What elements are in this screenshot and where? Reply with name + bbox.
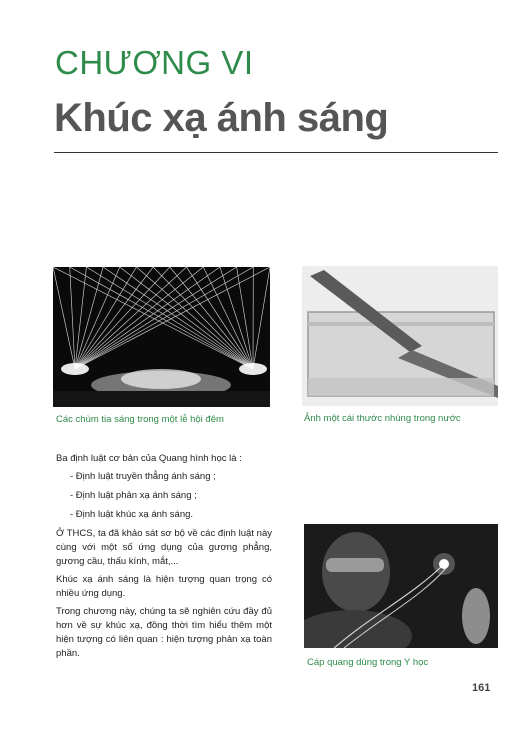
title-rule: [54, 152, 498, 153]
caption-light-beams: Các chùm tia sáng trong một lễ hội đêm: [56, 414, 224, 425]
chapter-title: Khúc xạ ánh sáng: [54, 96, 389, 140]
list-item: - Định luật phản xạ ánh sáng ;: [70, 490, 197, 501]
caption-ruler-in-water: Ảnh một cái thước nhúng trong nước: [304, 413, 461, 424]
photo-optical-fiber: [304, 524, 498, 648]
paragraph: Trong chương này, chúng ta sẽ nghiên cứu đầy đủ hơn về sự khúc xạ, đồng thời tìm hiểu thêm một hiện tượng có liên quan : hiện tượng phản xạ toàn phần.: [56, 606, 272, 659]
laws-list: [56, 470, 272, 522]
photo-light-beams: [53, 267, 270, 407]
photo-ruler-in-water: [302, 266, 498, 406]
list-item: - Định luật khúc xạ ánh sáng.: [70, 509, 194, 520]
page-number: 161: [472, 682, 491, 694]
body-text: [56, 452, 272, 665]
chapter-label: CHƯƠNG VI: [55, 44, 254, 81]
intro-paragraph: Ba định luật cơ bản của Quang hình học là :: [56, 453, 242, 464]
paragraph: Khúc xạ ánh sáng là hiện tượng quan trọng có nhiều ứng dụng.: [56, 574, 272, 599]
paragraph: Ở THCS, ta đã khảo sát sơ bộ về các định luật này cùng với một số ứng dụng của gương phẳng, gương cầu, thấu kính, mắt,...: [56, 528, 272, 567]
list-item: - Định luật truyền thẳng ánh sáng ;: [70, 471, 216, 482]
caption-optical-fiber: Cáp quang dùng trong Y học: [307, 657, 429, 668]
